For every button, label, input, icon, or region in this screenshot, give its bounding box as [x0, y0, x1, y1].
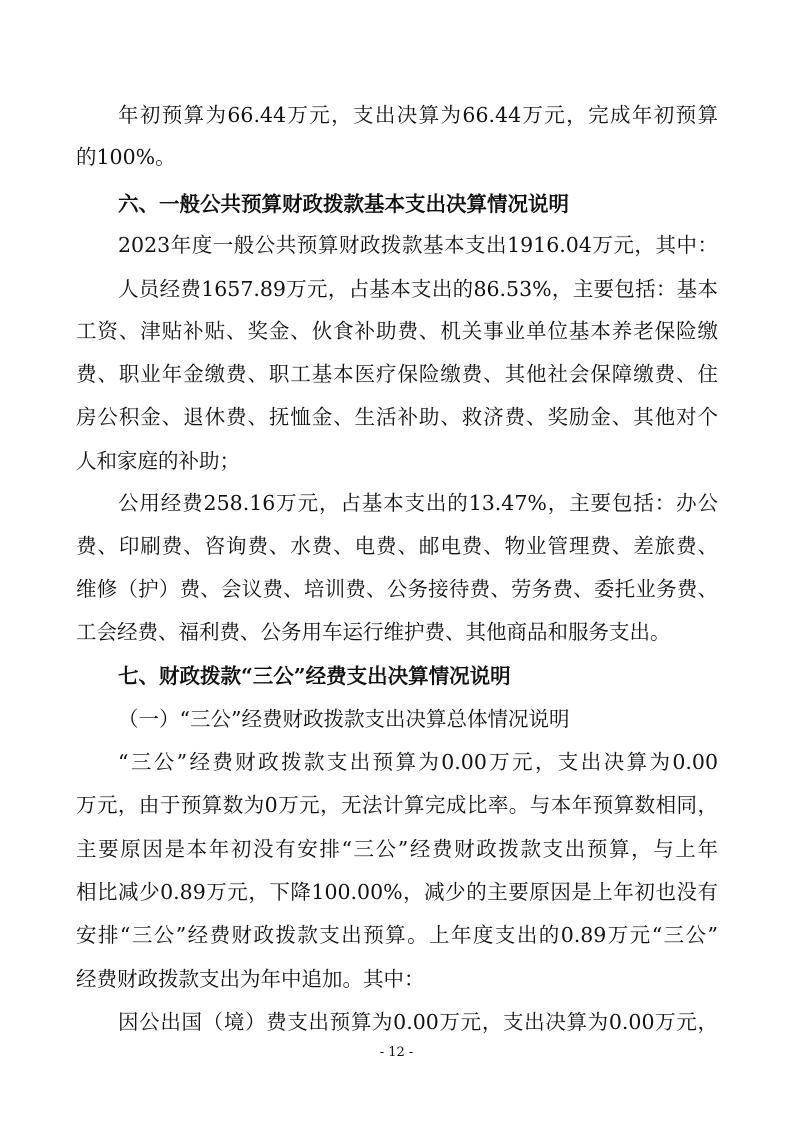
paragraph-line: 公用经费258.16万元，占基本支出的13.47%，主要包括：办公: [118, 491, 718, 515]
paragraph-line: 年初预算为66.44万元，支出决算为66.44万元，完成年初预算: [118, 103, 718, 127]
paragraph-line: 人员经费1657.89万元，占基本支出的86.53%，主要包括：基本: [118, 277, 718, 301]
section-heading-6: 六、一般公共预算财政拨款基本支出决算情况说明: [118, 192, 569, 216]
paragraph-line: 费、职业年金缴费、职工基本医疗保险缴费、其他社会保障缴费、住: [76, 362, 718, 386]
paragraph-line: 相比减少0.89万元，下降100.00%，减少的主要原因是上年初也没有: [76, 880, 718, 904]
paragraph-line: 因公出国（境）费支出预算为0.00万元，支出决算为0.00万元，: [118, 1010, 718, 1034]
paragraph-line: 万元，由于预算数为0万元，无法计算完成比率。与本年预算数相同，: [76, 793, 718, 817]
section-heading-7: 七、财政拨款“三公”经费支出决算情况说明: [118, 664, 511, 688]
paragraph-line: 经费财政拨款支出为年中追加。其中：: [76, 967, 425, 991]
paragraph-line: 维修（护）费、会议费、培训费、公务接待费、劳务费、委托业务费、: [76, 577, 718, 601]
paragraph-line: 工资、津贴补贴、奖金、伙食补助费、机关事业单位基本养老保险缴: [76, 319, 718, 343]
paragraph-line: 房公积金、退休费、抚恤金、生活补助、救济费、奖励金、其他对个: [76, 405, 718, 429]
paragraph-line: “三公”经费财政拨款支出预算为0.00万元，支出决算为0.00: [118, 750, 718, 774]
paragraph-line: 工会经费、福利费、公务用车运行维护费、其他商品和服务支出。: [76, 620, 671, 644]
paragraph-line: 费、印刷费、咨询费、水费、电费、邮电费、物业管理费、差旅费、: [76, 534, 718, 558]
paragraph-line: 主要原因是本年初没有安排“三公”经费财政拨款支出预算，与上年: [76, 837, 718, 861]
paragraph-line: 的100%。: [76, 145, 176, 169]
paragraph-line: 2023年度一般公共预算财政拨款基本支出1916.04万元，其中：: [118, 233, 718, 257]
paragraph-line: 人和家庭的补助；: [76, 449, 240, 473]
paragraph-line: 安排“三公”经费财政拨款支出预算。上年度支出的0.89万元“三公”: [76, 923, 718, 947]
subsection-heading: （一）“三公”经费财政拨款支出决算总体情况说明: [118, 707, 570, 731]
page-number: - 12 -: [379, 1045, 414, 1060]
